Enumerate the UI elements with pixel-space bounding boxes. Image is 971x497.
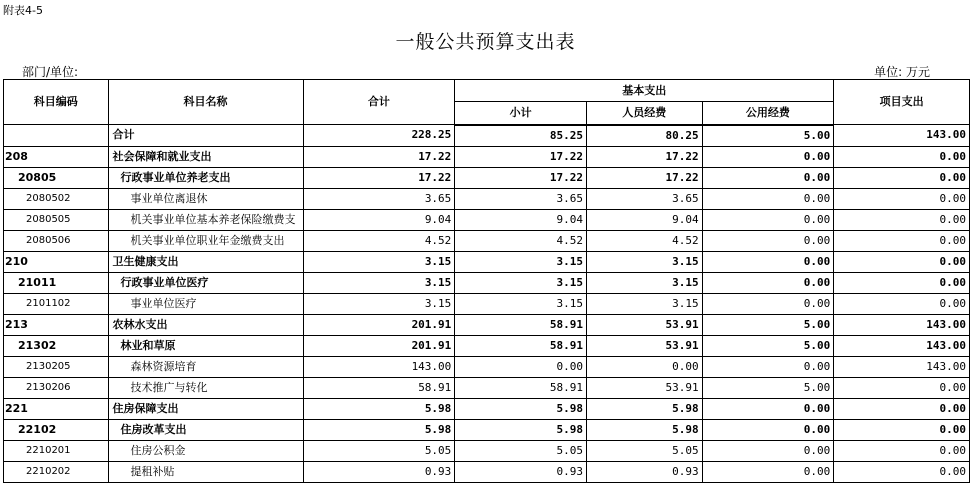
cell-code: 20805 — [4, 167, 109, 188]
cell-code: 2101102 — [4, 293, 109, 314]
table-row — [4, 398, 970, 419]
cell-public: 0.00 — [702, 188, 834, 209]
table-row — [4, 293, 970, 314]
cell-public: 5.00 — [702, 314, 834, 335]
cell-total: 3.65 — [303, 188, 455, 209]
table-body — [4, 125, 970, 483]
cell-public: 0.00 — [702, 398, 834, 419]
cell-project: 0.00 — [834, 377, 970, 398]
cell-name: 技术推广与转化 — [108, 377, 303, 398]
cell-subtotal: 58.91 — [455, 314, 587, 335]
cell-public: 5.00 — [702, 377, 834, 398]
cell-project: 143.00 — [834, 314, 970, 335]
cell-subtotal: 85.25 — [455, 125, 587, 147]
cell-name: 行政事业单位医疗 — [108, 272, 303, 293]
cell-code: 210 — [4, 251, 109, 272]
cell-total: 3.15 — [303, 272, 455, 293]
cell-public: 0.00 — [702, 356, 834, 377]
cell-subtotal: 58.91 — [455, 335, 587, 356]
header-code: 科目编码 — [4, 80, 109, 125]
cell-personnel: 0.00 — [586, 356, 702, 377]
cell-project: 143.00 — [834, 125, 970, 147]
cell-code — [4, 125, 109, 147]
cell-name: 卫生健康支出 — [108, 251, 303, 272]
cell-code: 2080502 — [4, 188, 109, 209]
cell-public: 0.00 — [702, 230, 834, 251]
cell-subtotal: 5.05 — [455, 440, 587, 461]
header-total: 合计 — [303, 80, 455, 125]
cell-total: 143.00 — [303, 356, 455, 377]
attachment-label: 附表4-5 — [3, 4, 43, 17]
header-basic: 基本支出 — [455, 80, 834, 102]
cell-name: 住房保障支出 — [108, 398, 303, 419]
cell-subtotal: 3.15 — [455, 251, 587, 272]
cell-project: 0.00 — [834, 167, 970, 188]
cell-subtotal: 17.22 — [455, 167, 587, 188]
cell-personnel: 17.22 — [586, 167, 702, 188]
cell-subtotal: 5.98 — [455, 398, 587, 419]
header-name: 科目名称 — [108, 80, 303, 125]
table-row — [4, 209, 970, 230]
cell-personnel: 5.98 — [586, 398, 702, 419]
cell-total: 4.52 — [303, 230, 455, 251]
cell-public: 0.00 — [702, 251, 834, 272]
budget-table — [3, 79, 970, 483]
cell-code: 2210201 — [4, 440, 109, 461]
cell-project: 0.00 — [834, 188, 970, 209]
table-row — [4, 461, 970, 482]
cell-name: 林业和草原 — [108, 335, 303, 356]
cell-total: 5.05 — [303, 440, 455, 461]
cell-total: 9.04 — [303, 209, 455, 230]
cell-project: 0.00 — [834, 251, 970, 272]
cell-name: 机关事业单位职业年金缴费支出 — [108, 230, 303, 251]
cell-code: 221 — [4, 398, 109, 419]
cell-subtotal: 5.98 — [455, 419, 587, 440]
cell-public: 0.00 — [702, 461, 834, 482]
cell-code: 213 — [4, 314, 109, 335]
cell-personnel: 5.05 — [586, 440, 702, 461]
cell-project: 143.00 — [834, 356, 970, 377]
header-personnel: 人员经费 — [586, 102, 702, 125]
cell-personnel: 4.52 — [586, 230, 702, 251]
cell-project: 0.00 — [834, 293, 970, 314]
cell-total: 17.22 — [303, 167, 455, 188]
cell-name: 事业单位离退休 — [108, 188, 303, 209]
table-row — [4, 167, 970, 188]
cell-total: 5.98 — [303, 419, 455, 440]
cell-personnel: 3.65 — [586, 188, 702, 209]
cell-total: 5.98 — [303, 398, 455, 419]
cell-total: 3.15 — [303, 293, 455, 314]
cell-public: 0.00 — [702, 209, 834, 230]
cell-personnel: 5.98 — [586, 419, 702, 440]
cell-total: 17.22 — [303, 146, 455, 167]
cell-project: 0.00 — [834, 230, 970, 251]
cell-code: 2080506 — [4, 230, 109, 251]
table-row — [4, 419, 970, 440]
cell-personnel: 3.15 — [586, 272, 702, 293]
cell-code: 21011 — [4, 272, 109, 293]
cell-public: 5.00 — [702, 125, 834, 147]
cell-code: 21302 — [4, 335, 109, 356]
cell-personnel: 3.15 — [586, 251, 702, 272]
cell-project: 0.00 — [834, 398, 970, 419]
page-title: 一般公共预算支出表 — [395, 31, 576, 53]
table-row — [4, 146, 970, 167]
cell-code: 208 — [4, 146, 109, 167]
table-row — [4, 440, 970, 461]
table-row — [4, 377, 970, 398]
cell-code: 22102 — [4, 419, 109, 440]
cell-code: 2130205 — [4, 356, 109, 377]
cell-name: 提租补贴 — [108, 461, 303, 482]
cell-project: 0.00 — [834, 419, 970, 440]
cell-project: 0.00 — [834, 461, 970, 482]
cell-total: 0.93 — [303, 461, 455, 482]
cell-name: 社会保障和就业支出 — [108, 146, 303, 167]
cell-subtotal: 3.15 — [455, 272, 587, 293]
cell-code: 2210202 — [4, 461, 109, 482]
header-public: 公用经费 — [702, 102, 834, 125]
cell-subtotal: 0.00 — [455, 356, 587, 377]
table-row — [4, 230, 970, 251]
table-row — [4, 335, 970, 356]
cell-public: 0.00 — [702, 419, 834, 440]
cell-name: 合计 — [108, 125, 303, 147]
cell-public: 0.00 — [702, 440, 834, 461]
cell-name: 行政事业单位养老支出 — [108, 167, 303, 188]
cell-subtotal: 9.04 — [455, 209, 587, 230]
cell-name: 事业单位医疗 — [108, 293, 303, 314]
cell-public: 0.00 — [702, 293, 834, 314]
cell-personnel: 3.15 — [586, 293, 702, 314]
cell-total: 201.91 — [303, 335, 455, 356]
cell-personnel: 9.04 — [586, 209, 702, 230]
cell-personnel: 53.91 — [586, 335, 702, 356]
cell-name: 机关事业单位基本养老保险缴费支 — [108, 209, 303, 230]
cell-personnel: 17.22 — [586, 146, 702, 167]
table-row — [4, 314, 970, 335]
table-row — [4, 356, 970, 377]
cell-code: 2080505 — [4, 209, 109, 230]
table-row — [4, 272, 970, 293]
cell-name: 住房公积金 — [108, 440, 303, 461]
cell-personnel: 0.93 — [586, 461, 702, 482]
cell-public: 5.00 — [702, 335, 834, 356]
cell-subtotal: 3.15 — [455, 293, 587, 314]
department-label: 部门/单位: — [22, 65, 79, 79]
cell-personnel: 53.91 — [586, 314, 702, 335]
cell-subtotal: 58.91 — [455, 377, 587, 398]
cell-name: 森林资源培育 — [108, 356, 303, 377]
cell-subtotal: 4.52 — [455, 230, 587, 251]
cell-project: 0.00 — [834, 209, 970, 230]
header-subtotal: 小计 — [455, 102, 587, 125]
cell-project: 0.00 — [834, 440, 970, 461]
cell-name: 住房改革支出 — [108, 419, 303, 440]
cell-total: 3.15 — [303, 251, 455, 272]
cell-public: 0.00 — [702, 167, 834, 188]
table-row — [4, 125, 970, 147]
cell-total: 58.91 — [303, 377, 455, 398]
cell-personnel: 53.91 — [586, 377, 702, 398]
table-row — [4, 188, 970, 209]
header-project: 项目支出 — [834, 80, 970, 125]
cell-public: 0.00 — [702, 146, 834, 167]
cell-total: 228.25 — [303, 125, 455, 147]
unit-label: 单位: 万元 — [874, 65, 930, 79]
cell-personnel: 80.25 — [586, 125, 702, 147]
table-row — [4, 251, 970, 272]
cell-project: 0.00 — [834, 146, 970, 167]
cell-project: 0.00 — [834, 272, 970, 293]
cell-total: 201.91 — [303, 314, 455, 335]
cell-project: 143.00 — [834, 335, 970, 356]
cell-name: 农林水支出 — [108, 314, 303, 335]
cell-subtotal: 17.22 — [455, 146, 587, 167]
cell-subtotal: 0.93 — [455, 461, 587, 482]
cell-code: 2130206 — [4, 377, 109, 398]
cell-subtotal: 3.65 — [455, 188, 587, 209]
cell-public: 0.00 — [702, 272, 834, 293]
